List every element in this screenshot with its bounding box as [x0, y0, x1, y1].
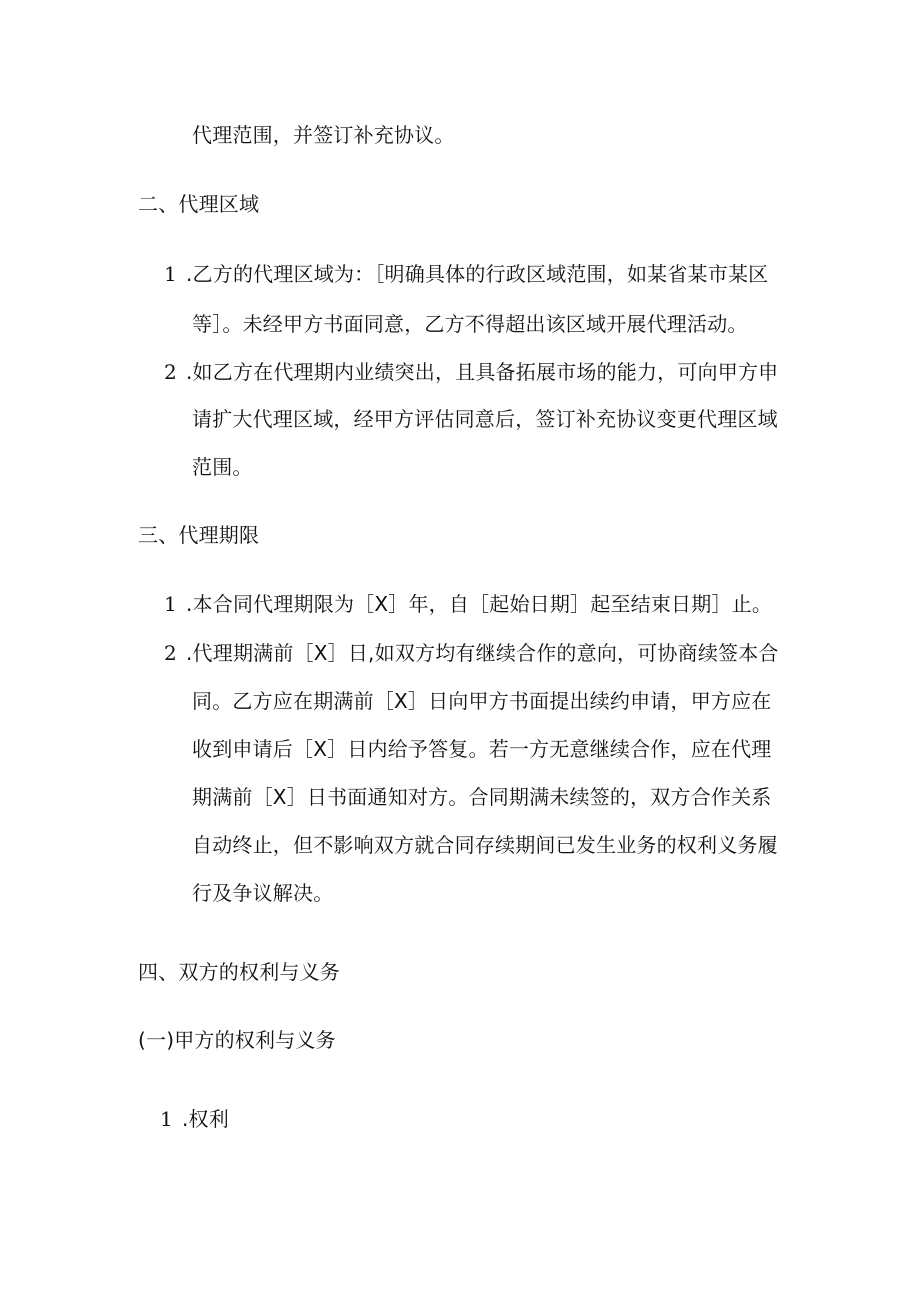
list-number: 1: [164, 262, 177, 286]
list-number: 2: [164, 360, 177, 384]
list-item-text: .如乙方在代理期内业绩突出，且具备拓展市场的能力，可向甲方申: [186, 360, 779, 384]
list-item-text: 期满前［X］日书面通知对方。合同期满未续签的，双方合作关系: [192, 785, 772, 809]
subsection-heading: (一)甲方的权利与义务: [138, 1028, 336, 1052]
section-heading-rights: 四、双方的权利与义务: [138, 960, 340, 984]
list-item-text: 等］。未经甲方书面同意，乙方不得超出该区域开展代理活动。: [192, 312, 748, 336]
list-item-text: 收到申请后［X］日内给予答复。若一方无意继续合作，应在代理: [192, 737, 772, 761]
list-item-text: .权利: [182, 1107, 229, 1131]
list-number: 1: [164, 592, 177, 616]
list-item-text: .本合同代理期限为［X］年，自［起始日期］起至结束日期］止。: [186, 592, 773, 616]
list-number: 1: [160, 1107, 173, 1131]
list-item-text: .代理期满前［X］日,如双方均有继续合作的意向，可协商续签本合: [186, 641, 779, 665]
list-item-text: 同。乙方应在期满前［X］日向甲方书面提出续约申请，甲方应在: [192, 689, 772, 713]
list-item-text: 行及争议解决。: [192, 881, 334, 905]
list-item-text: 请扩大代理区域，经甲方评估同意后，签订补充协议变更代理区域: [192, 407, 778, 431]
list-number: 2: [164, 641, 177, 665]
section-heading-area: 二、代理区域: [138, 192, 260, 216]
list-item-text: 自动终止，但不影响双方就合同存续期间已发生业务的权利义务履: [192, 833, 778, 857]
list-item-text: .乙方的代理区域为：［明确具体的行政区域范围，如某省某市某区: [186, 262, 769, 286]
section-heading-term: 三、代理期限: [138, 523, 260, 547]
continuation-text: 代理范围，并签订补充协议。: [192, 123, 455, 147]
list-item-text: 范围。: [192, 455, 253, 479]
